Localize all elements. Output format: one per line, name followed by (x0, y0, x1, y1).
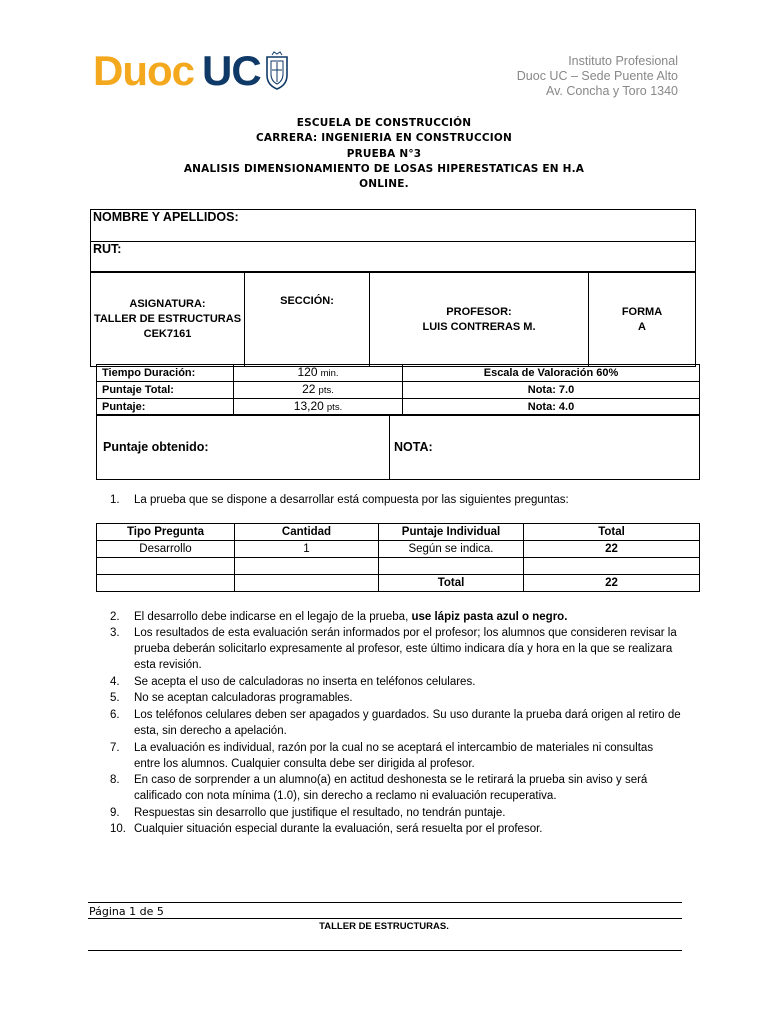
grade-field[interactable] (390, 415, 700, 480)
exam-mode-title: ONLINE. (359, 178, 409, 191)
duration-value: 120 (297, 365, 318, 379)
duration-unit: min. (320, 368, 339, 379)
column-header: Puntaje Individual (379, 524, 524, 541)
grand-total-label: Total (379, 575, 524, 592)
instruction-text: Respuestas sin desarrollo que justifique el resultado, no tendrán puntaje. (134, 807, 506, 819)
total-score-value: 22 (302, 382, 316, 396)
questions-table (96, 523, 700, 592)
instruction-text-part: El desarrollo debe indicarse en el legajo de la prueba, (134, 611, 412, 623)
instruction-text: La prueba que se dispone a desarrollar está compuesta por las siguientes preguntas: (134, 494, 569, 506)
student-rut-label: RUT: (93, 242, 122, 256)
section-cell[interactable] (245, 273, 370, 367)
obtained-score-label: Puntaje obtenido: (103, 440, 209, 454)
instruction-item (110, 707, 680, 740)
question-points: Según se indica. (379, 541, 524, 558)
passing-score-value: 13,20 (293, 399, 324, 413)
student-name-field[interactable] (91, 210, 696, 242)
institute-header (517, 54, 678, 99)
instruction-item (110, 492, 680, 509)
question-total: 22 (524, 541, 700, 558)
empty-cell (379, 558, 524, 575)
table-row (97, 575, 700, 592)
obtained-score-field[interactable] (97, 415, 390, 480)
empty-cell (235, 575, 379, 592)
form-value: A (638, 320, 646, 333)
column-header: Tipo Pregunta (97, 524, 235, 541)
exam-number-title: PRUEBA N°3 (346, 147, 422, 160)
professor-name: LUIS CONTRERAS M. (422, 320, 536, 333)
total-score-unit: pts. (318, 385, 334, 396)
instruction-item (110, 821, 680, 838)
footer-divider-bottom (88, 950, 682, 951)
question-count: 1 (235, 541, 379, 558)
instruction-text: En caso de sorprender a un alumno(a) en actitud deshonesta se le retirará la prueba sin aviso y será calificado con nota mínima (1.0), sin derecho a reclamo ni evaluación recuperativa. (134, 774, 648, 803)
school-title: ESCUELA DE CONSTRUCCIÓN (296, 117, 472, 129)
institute-line: Av. Concha y Toro 1340 (545, 84, 678, 98)
passing-score-label: Puntaje: (97, 399, 234, 416)
exam-subject-title: ANALISIS DIMENSIONAMIENTO DE LOSAS HIPERESTATICAS EN H.A (183, 162, 585, 175)
professor-label: PROFESOR: (446, 305, 512, 318)
instruction-number: 2. (110, 611, 120, 623)
exam-titles (0, 116, 768, 192)
instruction-item (110, 740, 680, 773)
student-info-table (90, 209, 696, 272)
instruction-text: Los teléfonos celulares deben ser apagados y guardados. Su uso durante la prueba dará origen al retiro de esta, sin derecho a apelación. (134, 709, 681, 738)
instruction-item (110, 609, 680, 626)
table-row (97, 558, 700, 575)
empty-cell (97, 558, 235, 575)
grade-max: Nota: 7.0 (403, 382, 700, 399)
empty-cell (524, 558, 700, 575)
university-seal-icon (263, 51, 291, 91)
logo-text-duoc: Duoc (93, 47, 194, 94)
subject-code: CEK7161 (143, 328, 192, 340)
instruction-text: La evaluación es individual, razón por la cual no se aceptará el intercambio de materiales ni consultas entre los alumnos. Cualquier consulta debe ser dirigida al profesor. (134, 742, 654, 771)
form-label: FORMA (621, 305, 663, 318)
grade-min: Nota: 4.0 (403, 399, 700, 416)
instruction-text (134, 609, 682, 625)
instruction-number: 7. (110, 742, 120, 754)
instruction-number: 6. (110, 709, 120, 721)
grade-label: NOTA: (394, 440, 433, 454)
institute-line: Instituto Profesional (568, 54, 678, 68)
instruction-text: Cualquier situación especial durante la evaluación, será resuelta por el profesor. (134, 823, 543, 835)
column-header: Cantidad (235, 524, 379, 541)
total-score-cell (234, 382, 403, 399)
course-info-table (90, 272, 696, 367)
instruction-number: 8. (110, 774, 120, 786)
instruction-text: Los resultados de esta evaluación serán informados por el profesor; los alumnos que consideren revisar la prueba deberán solicitarlo expresamente al profesor, este último indicara día y hora en la que se realizara esta revisión. (134, 627, 677, 672)
duration-cell (234, 365, 403, 382)
student-name-label: NOMBRE Y APELLIDOS: (93, 210, 239, 224)
empty-cell (235, 558, 379, 575)
scale-label: Escala de Valoración 60% (403, 365, 700, 382)
instruction-number: 10. (110, 823, 126, 835)
logo-text-uc: UC (202, 47, 261, 94)
grand-total-value: 22 (524, 575, 700, 592)
instruction-item (110, 674, 680, 691)
table-row (97, 541, 700, 558)
instruction-item (110, 805, 680, 822)
passing-score-cell (234, 399, 403, 416)
instruction-number: 3. (110, 627, 120, 639)
footer-divider-middle (88, 918, 682, 919)
instruction-text: No se aceptan calculadoras programables. (134, 692, 353, 704)
student-rut-field[interactable] (91, 242, 696, 272)
professor-cell (370, 273, 589, 367)
column-header: Total (524, 524, 700, 541)
result-table (96, 414, 700, 480)
instruction-emphasis: use lápiz pasta azul o negro. (411, 611, 568, 623)
empty-cell (97, 575, 235, 592)
institute-line: Duoc UC – Sede Puente Alto (516, 69, 678, 83)
instruction-number: 5. (110, 692, 120, 704)
instruction-number: 4. (110, 676, 120, 688)
question-type: Desarrollo (97, 541, 235, 558)
instruction-item (110, 690, 680, 707)
subject-label: ASIGNATURA: (129, 298, 206, 310)
instruction-item (110, 625, 680, 674)
footer-title: TALLER DE ESTRUCTURAS. (319, 921, 449, 932)
career-title: CARRERA: INGENIERIA EN CONSTRUCCION (256, 132, 512, 145)
instruction-text: Se acepta el uso de calculadoras no inserta en teléfonos celulares. (134, 676, 476, 688)
exam-parameters-table (96, 364, 700, 416)
instruction-number: 9. (110, 807, 120, 819)
duoc-uc-logo (93, 48, 291, 94)
page-number: Página 1 de 5 (89, 905, 164, 918)
subject-cell (91, 273, 245, 367)
duration-label: Tiempo Duración: (97, 365, 234, 382)
instruction-item (110, 772, 680, 805)
section-label: SECCIÓN: (280, 295, 334, 307)
passing-score-unit: pts. (326, 402, 343, 413)
instruction-number: 1. (110, 494, 120, 506)
footer-divider-top (88, 902, 682, 903)
form-cell (589, 273, 696, 367)
total-score-label: Puntaje Total: (97, 382, 234, 399)
subject-name: TALLER DE ESTRUCTURAS (93, 313, 242, 325)
